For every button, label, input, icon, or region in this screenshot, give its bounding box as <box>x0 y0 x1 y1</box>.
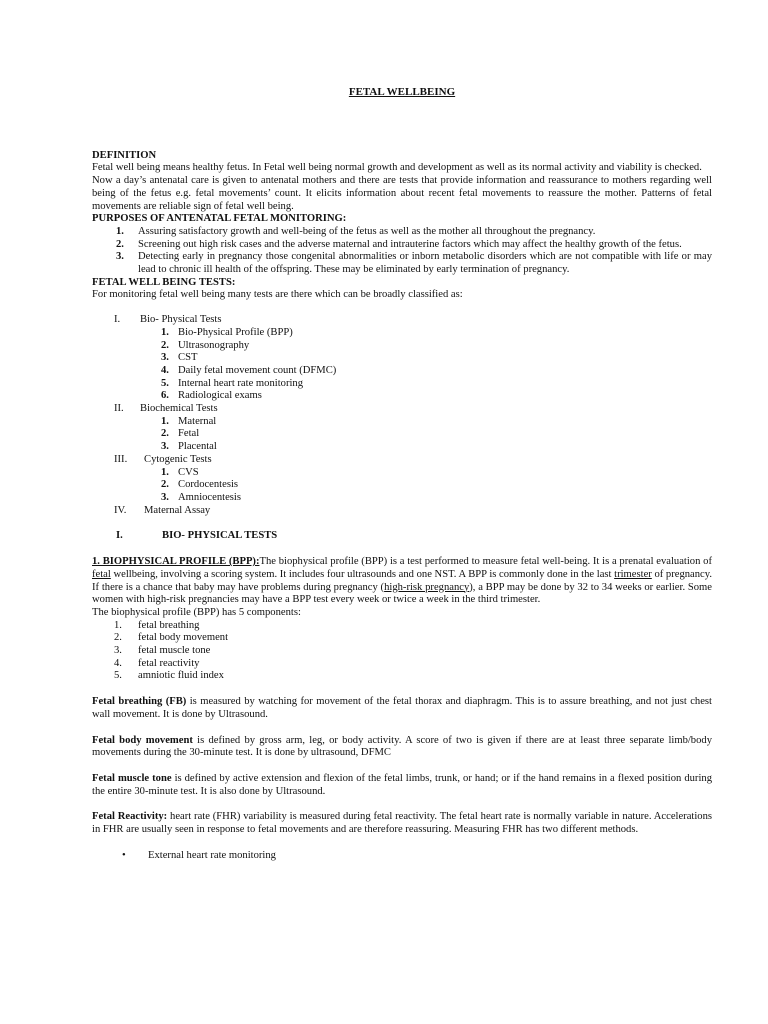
test-group <box>92 505 712 518</box>
fetal-reactivity-paragraph <box>92 811 712 836</box>
text-run: heart rate (FHR) variability is measured during fetal reactivity. The fetal heart rate is normally variable in nature. Accelerations in FHR are usually seen in response to fetal movements and are therefore reassuring. Measuring FHR has two different methods. <box>92 811 712 836</box>
list-item <box>92 658 712 671</box>
fetal-body-movement-paragraph <box>92 735 712 760</box>
bullet-icon: • <box>122 849 126 861</box>
item-number: 6. <box>161 390 169 402</box>
list-item <box>92 428 712 441</box>
section-title: BIO- PHYSICAL TESTS <box>162 530 278 542</box>
list-item <box>92 226 712 239</box>
tests-intro: For monitoring fetal well being many tests are there which can be broadly classified as: <box>92 289 463 301</box>
item-number: 3. <box>161 352 169 364</box>
item-text: External heart rate monitoring <box>148 849 276 861</box>
list-item <box>92 850 712 863</box>
item-text: Maternal <box>178 415 217 427</box>
item-number: 2. <box>161 428 169 440</box>
bpp-lead: 1. BIOPHYSICAL PROFILE (BPP): <box>92 556 260 568</box>
list-item <box>92 340 712 353</box>
item-number: 1. <box>116 225 124 237</box>
bpp-components-list <box>92 620 712 684</box>
text-run: is defined by active extension and flexion of the fetal limbs, trunk, or hand; or if the hand remains in a flexed position during the entire 30-minute test. It is also done by Ultrasound. <box>92 772 712 797</box>
item-text: fetal breathing <box>138 619 200 631</box>
list-item <box>92 441 712 454</box>
purposes-heading: PURPOSES OF ANTENATAL FETAL MONITORING: <box>92 213 347 225</box>
group-label: Cytogenic Tests <box>144 453 212 465</box>
definition-heading: DEFINITION <box>92 149 157 161</box>
item-number: 2. <box>114 632 122 644</box>
fetal-link[interactable]: fetal <box>92 568 111 580</box>
test-group <box>92 454 712 505</box>
bpp-components-intro: The biophysical profile (BPP) has 5 components: <box>92 606 301 618</box>
item-text: Ultrasonography <box>178 339 250 351</box>
item-text: Internal heart rate monitoring <box>178 377 304 389</box>
item-text: Daily fetal movement count (DFMC) <box>178 364 337 376</box>
item-number: 3. <box>161 441 169 453</box>
item-text: fetal reactivity <box>138 657 200 669</box>
list-item <box>92 251 712 276</box>
item-number: 5. <box>114 670 122 682</box>
list-item <box>92 390 712 403</box>
item-number: 5. <box>161 377 169 389</box>
item-text: Placental <box>178 441 217 453</box>
text-run: wellbeing, involving a scoring system. It includes four ultrasounds and one NST. A BPP is commonly done in the last <box>110 568 615 580</box>
item-text: Assuring satisfactory growth and well-being of the fetus as well as the mother all throughout the pregnancy. <box>138 225 596 237</box>
text-run: ), a BPP may be done by 32 to 34 weeks or earlier. Some women with high-risk pregnancies may have a BPP test every week or twice a week in the third trimester. <box>92 581 712 606</box>
item-number: 2. <box>116 238 124 250</box>
item-number: 1. <box>161 415 169 427</box>
item-text: Radiological exams <box>178 390 262 402</box>
purposes-list <box>92 226 712 277</box>
item-text: Detecting early in pregnancy those congenital abnormalities or inborn metabolic disorders which are not compatible with life or may lead to chronic ill health of the offspring. These may be eliminated by early termination of pregnancy. <box>138 251 712 276</box>
item-number: 3. <box>116 251 124 263</box>
item-text: Amniocentesis <box>178 491 241 503</box>
item-number: 3. <box>114 645 122 657</box>
group-number: I. <box>114 314 121 326</box>
item-text: fetal muscle tone <box>138 645 211 657</box>
item-number: 1. <box>161 326 169 338</box>
list-item <box>92 645 712 658</box>
group-label: Maternal Assay <box>144 504 211 516</box>
item-number: 1. <box>161 466 169 478</box>
tests-heading: FETAL WELL BEING TESTS: <box>92 276 236 288</box>
item-text: fetal body movement <box>138 632 229 644</box>
text-run: is defined by gross arm, leg, or body activity. A score of two is given if there are at least three separate limb/body movements during the 30-minute test. It is done by ultrasound, DFMC <box>92 734 712 759</box>
term: Fetal Reactivity: <box>92 811 168 823</box>
section-number: I. <box>116 530 123 542</box>
list-item <box>92 620 712 633</box>
item-text: Bio-Physical Profile (BPP) <box>178 326 293 338</box>
list-item <box>92 467 712 480</box>
text-run: The biophysical profile (BPP) is a test performed to measure fetal well-being. It is a prenatal evaluation of <box>259 556 712 568</box>
list-item <box>92 239 712 252</box>
item-text: Cordocentesis <box>178 479 239 491</box>
list-item <box>92 492 712 505</box>
item-text: Fetal <box>178 428 200 440</box>
tests-classification-list <box>92 314 712 517</box>
list-item <box>92 327 712 340</box>
trimester-link[interactable]: trimester <box>614 568 652 580</box>
text-run: of pregnancy. If there is a chance that baby may have problems during pregnancy ( <box>92 568 713 593</box>
group-label: Biochemical Tests <box>140 403 218 415</box>
item-text: CST <box>178 352 198 364</box>
list-item <box>92 479 712 492</box>
item-text: CVS <box>178 466 199 478</box>
item-number: 2. <box>161 339 169 351</box>
fetal-muscle-tone-paragraph <box>92 773 712 798</box>
definition-paragraph-1: Fetal well being means healthy fetus. In Fetal well being normal growth and development as well as its normal activity and viability is checked. <box>92 162 702 174</box>
item-number: 4. <box>114 657 122 669</box>
term: Fetal muscle tone <box>92 772 172 784</box>
term: Fetal body movement <box>92 734 193 746</box>
test-group <box>92 403 712 454</box>
test-group <box>92 314 712 403</box>
bpp-paragraph <box>92 556 712 607</box>
group-number: IV. <box>114 504 127 516</box>
group-number: III. <box>114 453 128 465</box>
item-number: 3. <box>161 491 169 503</box>
item-number: 4. <box>161 364 169 376</box>
list-item <box>92 352 712 365</box>
high-risk-pregnancy-link[interactable]: high-risk pregnancy <box>384 581 470 593</box>
list-item <box>92 670 712 683</box>
list-item <box>92 365 712 378</box>
term: Fetal breathing (FB) <box>92 696 187 708</box>
text-run: is measured by watching for movement of the fetal thorax and diaphragm. This is to assure breathing, and not just chest wall movement. It is done by Ultrasound. <box>92 696 712 720</box>
section-heading <box>92 530 712 543</box>
definition-paragraph-2: Now a day’s antenatal care is given to antenatal mothers and there are tests that provide information and reassurance to mothers regarding well being of the fetus e.g. fetal movements’ count. It elicits information about recent fetal movements to reassure the mother. Patterns of fetal movements are reliable sign of fetal well being. <box>92 175 712 212</box>
fetal-breathing-paragraph <box>92 696 712 721</box>
item-text: amniotic fluid index <box>138 670 224 682</box>
list-item <box>92 632 712 645</box>
item-number: 1. <box>114 619 122 631</box>
list-item <box>92 416 712 429</box>
item-text: Screening out high risk cases and the adverse maternal and intrauterine factors which may affect the healthy growth of the fetus. <box>138 238 682 250</box>
list-item <box>92 378 712 391</box>
item-number: 2. <box>161 479 169 491</box>
page-title: FETAL WELLBEING <box>348 86 456 98</box>
group-label: Bio- Physical Tests <box>140 314 222 326</box>
group-number: II. <box>114 403 124 415</box>
